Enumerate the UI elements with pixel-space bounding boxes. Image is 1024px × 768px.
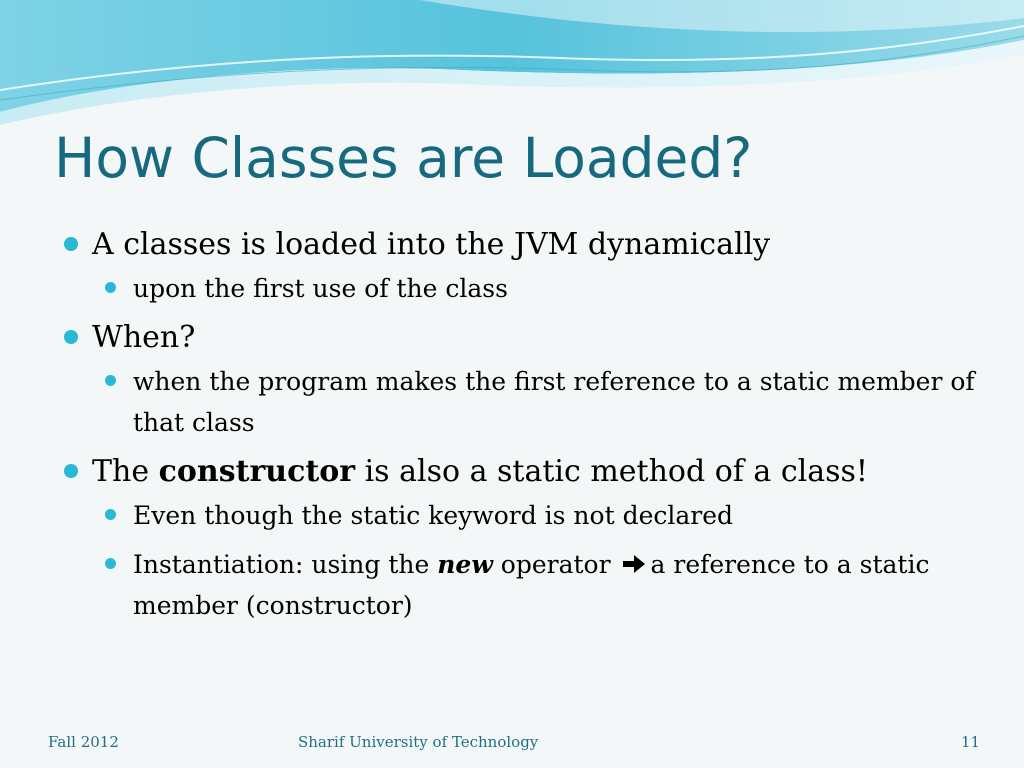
bullet-item — [62, 222, 982, 268]
bullet-dot-icon — [64, 330, 78, 344]
bullet-text-part: The — [92, 454, 159, 489]
bullet-text: A classes is loaded into the JVM dynamically — [92, 227, 771, 262]
bullet-dot-icon — [105, 509, 116, 520]
sub-bullet-item — [102, 268, 982, 309]
sub-bullet-text: upon the first use of the class — [133, 274, 508, 303]
sub-bullet-text: Even though the static keyword is not declared — [133, 501, 734, 530]
slide-title: How Classes are Loaded? — [54, 126, 753, 190]
bullet-dot-icon — [105, 282, 116, 293]
sub-bullet-text: when the program makes the first reference to a static member of that class — [133, 367, 975, 437]
sub-bullet-item — [102, 544, 982, 626]
right-arrow-icon — [621, 553, 647, 575]
bullet-list — [62, 222, 982, 626]
bullet-dot-icon — [105, 375, 116, 386]
emphasis-constructor: constructor — [158, 454, 356, 489]
bullet-item — [62, 449, 982, 495]
bullet-dot-icon — [64, 237, 78, 251]
footer-date: Fall 2012 — [48, 733, 119, 751]
bullet-dot-icon — [64, 464, 78, 478]
bullet-dot-icon — [105, 558, 116, 569]
page-number: 11 — [961, 733, 981, 751]
footer-institution: Sharif University of Technology — [298, 733, 539, 751]
emphasis-new: new — [437, 550, 493, 579]
bullet-item — [62, 315, 982, 361]
sub-bullet-item — [102, 495, 982, 536]
header-wave-decoration — [0, 0, 1024, 140]
sub-bullet-item — [102, 361, 982, 443]
bullet-text-part: is also a static method of a class! — [355, 454, 868, 489]
bullet-text: When? — [92, 320, 196, 355]
sub-bullet-text-part: operator — [492, 550, 619, 579]
sub-bullet-text-part: a reference to a static member (constructor) — [133, 550, 930, 620]
sub-bullet-text-part: Instantiation: using the — [133, 550, 438, 579]
